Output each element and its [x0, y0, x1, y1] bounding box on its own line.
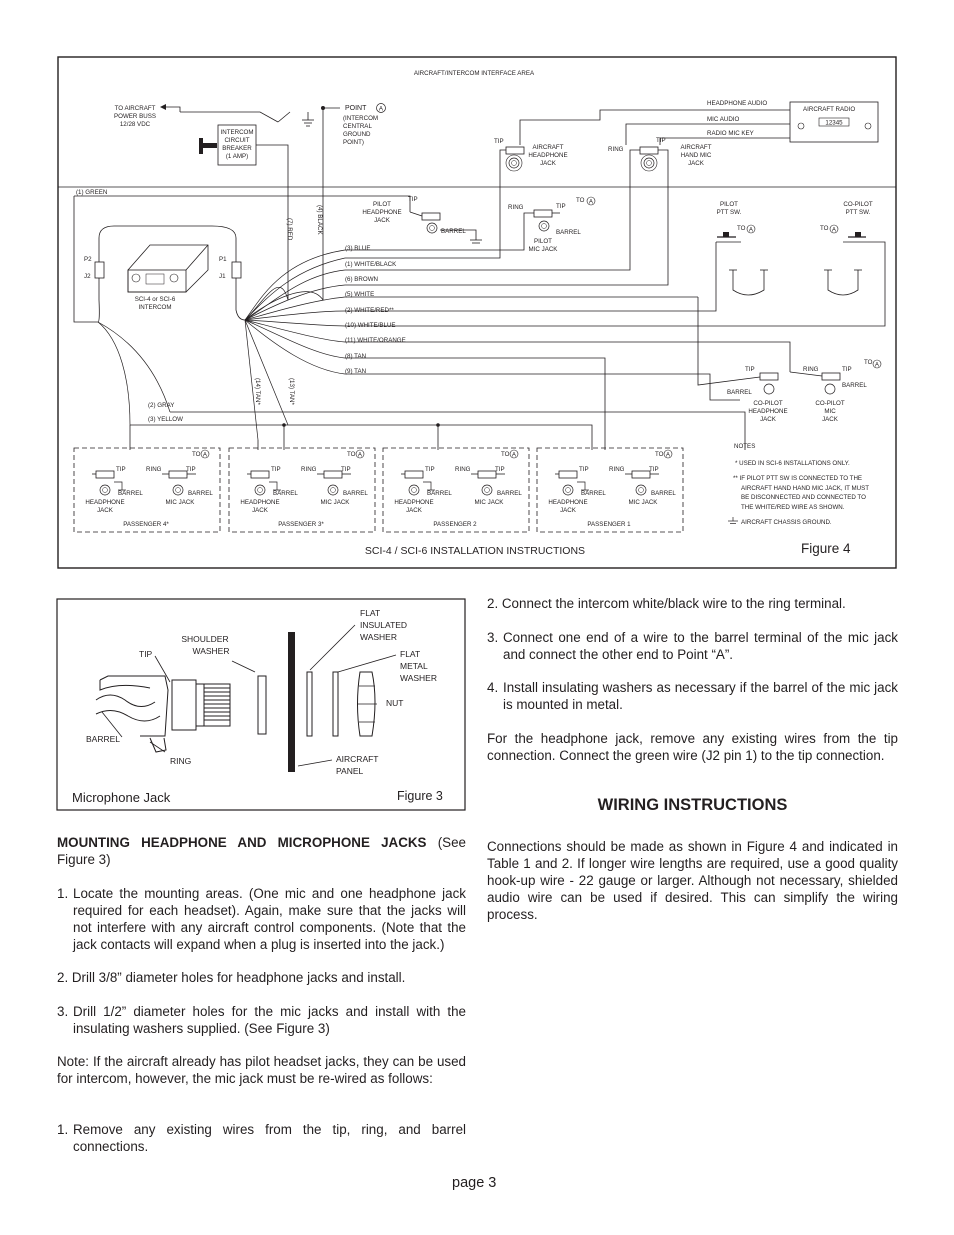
svg-text:(1) WHITE/BLACK: (1) WHITE/BLACK [345, 261, 397, 268]
svg-text:TO: TO [655, 451, 664, 458]
figure-4-footer-title: SCI-4 / SCI-6 INSTALLATION INSTRUCTIONS [364, 545, 586, 557]
svg-text:(2) WHITE/RED**: (2) WHITE/RED** [345, 307, 394, 314]
svg-text:(2) GRAY: (2) GRAY [148, 402, 175, 409]
svg-text:JACK: JACK [406, 507, 422, 514]
right-step-2: 2. Connect the intercom white/black wire to the ring terminal. [487, 596, 846, 611]
svg-text:PASSENGER 4*: PASSENGER 4* [123, 521, 169, 528]
svg-text:12/28 VDC: 12/28 VDC [119, 121, 151, 128]
threaded-bushing [204, 684, 230, 726]
svg-text:TIP: TIP [745, 366, 755, 373]
svg-text:HEADPHONE: HEADPHONE [362, 209, 402, 216]
svg-text:HAND MIC: HAND MIC [680, 152, 712, 159]
flat-insulated-washer [307, 672, 312, 736]
svg-text:TIP: TIP [494, 138, 504, 145]
svg-text:INTERCOM: INTERCOM [220, 129, 254, 136]
svg-text:PILOT: PILOT [720, 201, 738, 208]
svg-text:MIC AUDIO: MIC AUDIO [707, 116, 740, 123]
svg-text:TO: TO [576, 197, 585, 204]
svg-text:HEADPHONE: HEADPHONE [240, 499, 280, 506]
wire-labels [148, 205, 406, 423]
svg-text:TIP: TIP [579, 466, 589, 473]
svg-text:BARREL: BARREL [651, 490, 676, 497]
svg-text:PTT SW.: PTT SW. [716, 209, 742, 216]
svg-text:A: A [588, 198, 594, 206]
svg-text:A: A [874, 361, 880, 369]
svg-text:INSULATED: INSULATED [360, 620, 408, 630]
svg-text:RING: RING [301, 466, 317, 473]
svg-text:(11) WHITE/ORANGE: (11) WHITE/ORANGE [345, 337, 406, 344]
svg-text:BARREL: BARREL [727, 389, 752, 396]
label-flat-insulated-washer: FLAT [360, 608, 381, 618]
svg-text:TIP: TIP [341, 466, 351, 473]
svg-text:MIC JACK: MIC JACK [628, 499, 658, 506]
svg-text:HEADPHONE AUDIO: HEADPHONE AUDIO [707, 100, 768, 107]
figure-4-diagram [0, 0, 954, 580]
svg-text:(4) BLACK: (4) BLACK [316, 205, 323, 235]
svg-text:JACK: JACK [822, 416, 838, 423]
sci-intercom-unit [128, 245, 208, 311]
svg-text:POWER BUSS: POWER BUSS [114, 113, 156, 120]
passenger-mic-jack [169, 471, 187, 478]
svg-text:BARREL: BARREL [343, 490, 368, 497]
svg-text:HEADPHONE: HEADPHONE [548, 499, 588, 506]
svg-text:PTT SW.: PTT SW. [845, 209, 871, 216]
aircraft-headphone-jack [494, 138, 568, 168]
svg-text:JACK: JACK [252, 507, 268, 514]
svg-text:BE DISCONNECTED AND CONNECTED: BE DISCONNECTED AND CONNECTED TO [741, 494, 866, 501]
right-step-4: 4. Install insulating washers as necessary if the barrel of the mic jack is mounted in metal. [487, 680, 898, 712]
svg-text:(1 AMP): (1 AMP) [225, 153, 249, 160]
figure-4-caption: Figure 4 [801, 541, 851, 556]
svg-text:(1) GREEN: (1) GREEN [76, 189, 108, 196]
svg-text:RING: RING [803, 366, 819, 373]
svg-text:PASSENGER 2: PASSENGER 2 [433, 521, 477, 528]
label-nut: NUT [386, 698, 404, 708]
svg-text:AIRCRAFT RADIO: AIRCRAFT RADIO [803, 106, 856, 113]
right-step-3: 3. Connect one end of a wire to the barrel terminal of the mic jack and connect the other end to Point “A”. [487, 630, 898, 662]
svg-text:(INTERCOM: (INTERCOM [343, 115, 379, 122]
left-note: Note: If the aircraft already has pilot headset jacks, they can be used for intercom, however, the mic jack must be re-wired as follows: [57, 1054, 466, 1086]
svg-text:TIP: TIP [556, 203, 566, 210]
svg-text:* USED IN SCI-6 INSTALLATIONS: * USED IN SCI-6 INSTALLATIONS ONLY. [735, 460, 850, 467]
copilot-ptt-switch [820, 201, 873, 295]
svg-text:(6) BROWN: (6) BROWN [345, 276, 378, 283]
svg-text:JACK: JACK [760, 416, 776, 423]
svg-text:BARREL: BARREL [427, 490, 452, 497]
figure-3-caption: Figure 3 [397, 789, 443, 803]
pilot-mic-jack [508, 197, 595, 253]
passenger-group-4 [74, 448, 220, 532]
svg-text:A: A [357, 451, 363, 459]
svg-text:MIC: MIC [824, 408, 836, 415]
svg-text:12345: 12345 [825, 119, 843, 127]
svg-text:BARREL: BARREL [273, 490, 298, 497]
svg-text:POINT): POINT) [343, 139, 364, 146]
svg-text:(9) TAN: (9) TAN [345, 368, 367, 375]
svg-text:RING: RING [608, 146, 624, 153]
page-number: page 3 [452, 1175, 497, 1191]
svg-text:RING: RING [508, 204, 524, 211]
svg-text:(5) WHITE: (5) WHITE [345, 291, 375, 298]
svg-text:CENTRAL: CENTRAL [343, 123, 372, 130]
svg-text:MIC JACK: MIC JACK [165, 499, 195, 506]
svg-text:AIRCRAFT: AIRCRAFT [680, 144, 712, 151]
svg-text:JACK: JACK [688, 160, 704, 167]
svg-text:RING: RING [609, 466, 625, 473]
svg-text:TIP: TIP [425, 466, 435, 473]
svg-text:BARREL: BARREL [118, 490, 143, 497]
label-ring: RING [170, 756, 192, 766]
passenger-group-1 [537, 448, 683, 532]
svg-text:HEADPHONE: HEADPHONE [528, 152, 568, 159]
passenger-mic-jack [632, 471, 650, 478]
label-shoulder-washer: SHOULDER [181, 634, 229, 644]
svg-text:MIC JACK: MIC JACK [528, 246, 558, 253]
passenger-mic-jack [324, 471, 342, 478]
passenger-headphone-jack [251, 471, 269, 478]
svg-text:PASSENGER 3*: PASSENGER 3* [278, 521, 324, 528]
left-step-1: 1. Locate the mounting areas. (One mic and one headphone jack required for each headset). Again, make sure that the jacks will not interfere with any aircraft control components. (Note that the jack contacts will expand when a plug is inserted into the jack.) [57, 886, 466, 952]
svg-text:A: A [748, 226, 754, 234]
copilot-headphone-jack [727, 366, 788, 423]
svg-text:WASHER: WASHER [192, 646, 230, 656]
svg-text:CO-PILOT: CO-PILOT [843, 201, 873, 208]
svg-text:MIC JACK: MIC JACK [320, 499, 350, 506]
svg-text:(8) TAN: (8) TAN [345, 353, 367, 360]
svg-text:WASHER: WASHER [360, 632, 397, 642]
svg-text:NOTES: NOTES [734, 443, 756, 450]
wiring-paragraph: Connections should be made as shown in Figure 4 and indicated in Table 1 and 2. If longer wire lengths are required, use a good quality hook-up wire - 22 gauge or larger. Although not necessary, shielded audio wire can be used if desired. This can simplify the wiring process. [487, 839, 898, 922]
svg-text:BARREL: BARREL [842, 382, 867, 389]
svg-text:J2: J2 [84, 273, 91, 280]
svg-text:TIP: TIP [842, 366, 852, 373]
notes [728, 443, 869, 526]
svg-text:JACK: JACK [374, 217, 390, 224]
svg-text:PILOT: PILOT [373, 201, 391, 208]
svg-text:A: A [831, 226, 837, 234]
svg-text:THE WHITE/RED WIRE AS SHOWN.: THE WHITE/RED WIRE AS SHOWN. [741, 504, 845, 511]
left-step-3: 3. Drill 1/2” diameter holes for the mic jacks and install with the insulating washers supplied. (See Figure 3) [57, 1004, 466, 1036]
svg-text:TIP: TIP [271, 466, 281, 473]
svg-text:JACK: JACK [540, 160, 556, 167]
svg-text:AIRCRAFT: AIRCRAFT [532, 144, 564, 151]
svg-text:TO: TO [864, 359, 873, 366]
svg-text:PILOT: PILOT [534, 238, 552, 245]
svg-text:TIP: TIP [649, 466, 659, 473]
svg-text:TO AIRCRAFT: TO AIRCRAFT [114, 105, 156, 112]
svg-text:RING: RING [146, 466, 162, 473]
label-barrel: BARREL [86, 734, 121, 744]
svg-text:A: A [665, 451, 671, 459]
svg-text:BREAKER: BREAKER [222, 145, 252, 152]
point-description [343, 115, 378, 146]
svg-text:(3) BLUE: (3) BLUE [345, 245, 371, 252]
label-aircraft-panel: AIRCRAFT [336, 754, 379, 764]
svg-text:HEADPHONE: HEADPHONE [394, 499, 434, 506]
passenger-headphone-jack [405, 471, 423, 478]
point-label: POINT [345, 105, 367, 112]
svg-text:BARREL: BARREL [441, 228, 466, 235]
svg-text:HEADPHONE: HEADPHONE [85, 499, 125, 506]
svg-text:TO: TO [820, 225, 829, 232]
svg-text:GROUND: GROUND [343, 131, 371, 138]
pilot-headphone-jack [362, 196, 466, 235]
svg-text:BARREL: BARREL [556, 229, 581, 236]
passenger-headphone-jack [559, 471, 577, 478]
passenger-group-2 [383, 448, 529, 532]
passenger-headphone-jack [96, 471, 114, 478]
svg-text:PANEL: PANEL [336, 766, 364, 776]
svg-text:TIP: TIP [656, 137, 666, 144]
svg-text:TO: TO [192, 451, 201, 458]
wiring-instructions-heading: WIRING INSTRUCTIONS [597, 796, 788, 814]
svg-text:TO: TO [737, 225, 746, 232]
svg-text:** IF PILOT PTT SW IS CONNECTE: ** IF PILOT PTT SW IS CONNECTED TO THE [733, 475, 863, 482]
svg-text:A: A [511, 451, 517, 459]
svg-text:(13) TAN*: (13) TAN* [288, 378, 295, 405]
mounting-jacks-heading: MOUNTING HEADPHONE AND MICROPHONE JACKS (See Figure 3) [57, 835, 466, 867]
svg-text:(10) WHITE/BLUE: (10) WHITE/BLUE [345, 322, 396, 329]
area-label: AIRCRAFT/INTERCOM INTERFACE AREA [413, 70, 535, 77]
figure-3-title: Microphone Jack [72, 790, 171, 805]
aircraft-hand-mic-jack [608, 137, 712, 168]
svg-text:HEADPHONE: HEADPHONE [748, 408, 788, 415]
svg-text:RADIO MIC KEY: RADIO MIC KEY [707, 130, 754, 137]
svg-text:A: A [378, 105, 384, 113]
svg-text:JACK: JACK [560, 507, 576, 514]
svg-text:TIP: TIP [495, 466, 505, 473]
svg-text:A: A [202, 451, 208, 459]
svg-text:RING: RING [455, 466, 471, 473]
svg-text:(14) TAN*: (14) TAN* [254, 378, 261, 405]
svg-text:CO-PILOT: CO-PILOT [753, 400, 783, 407]
flat-metal-washer [333, 672, 338, 736]
svg-text:CO-PILOT: CO-PILOT [815, 400, 845, 407]
svg-text:BARREL: BARREL [497, 490, 522, 497]
svg-text:BARREL: BARREL [188, 490, 213, 497]
svg-text:PASSENGER 1: PASSENGER 1 [587, 521, 631, 528]
svg-text:AIRCRAFT CHASSIS GROUND.: AIRCRAFT CHASSIS GROUND. [741, 519, 832, 526]
svg-text:BARREL: BARREL [581, 490, 606, 497]
svg-text:INTERCOM: INTERCOM [138, 304, 172, 311]
svg-text:MIC JACK: MIC JACK [474, 499, 504, 506]
svg-text:TIP: TIP [116, 466, 126, 473]
label-tip: TIP [139, 649, 153, 659]
aircraft-panel [288, 632, 295, 772]
passenger-mic-jack [478, 471, 496, 478]
svg-text:J1: J1 [219, 273, 226, 280]
svg-text:SCI-4 or SCI-6: SCI-4 or SCI-6 [134, 296, 176, 303]
left-step-2: 2. Drill 3/8” diameter holes for headphone jacks and install. [57, 970, 406, 985]
svg-text:P1: P1 [219, 256, 227, 263]
svg-text:(7) RED: (7) RED [286, 218, 293, 241]
label-flat-metal-washer: FLAT [400, 649, 421, 659]
power-buss-label [114, 105, 156, 128]
svg-text:(3) YELLOW: (3) YELLOW [148, 416, 183, 423]
svg-text:P2: P2 [84, 256, 92, 263]
svg-text:TO: TO [347, 451, 356, 458]
figure-3-diagram [0, 590, 480, 820]
left-sub-step-1: 1. Remove any existing wires from the tip, ring, and barrel connections. [57, 1122, 466, 1154]
svg-text:TIP: TIP [186, 466, 196, 473]
svg-text:CIRCUIT: CIRCUIT [224, 137, 250, 144]
passenger-group-3 [229, 448, 375, 532]
copilot-mic-jack [803, 359, 881, 423]
svg-text:TO: TO [501, 451, 510, 458]
svg-text:WASHER: WASHER [400, 673, 437, 683]
svg-text:METAL: METAL [400, 661, 428, 671]
shoulder-washer [258, 676, 266, 734]
svg-text:TIP: TIP [408, 196, 418, 203]
svg-text:AIRCRAFT HAND HAND MIC JACK, I: AIRCRAFT HAND HAND MIC JACK, IT MUST [741, 485, 869, 492]
pilot-ptt-switch [716, 201, 768, 295]
headphone-paragraph: For the headphone jack, remove any existing wires from the tip connection. Connect the green wire (J2 pin 1) to the tip connection. [487, 731, 898, 763]
svg-text:JACK: JACK [97, 507, 113, 514]
